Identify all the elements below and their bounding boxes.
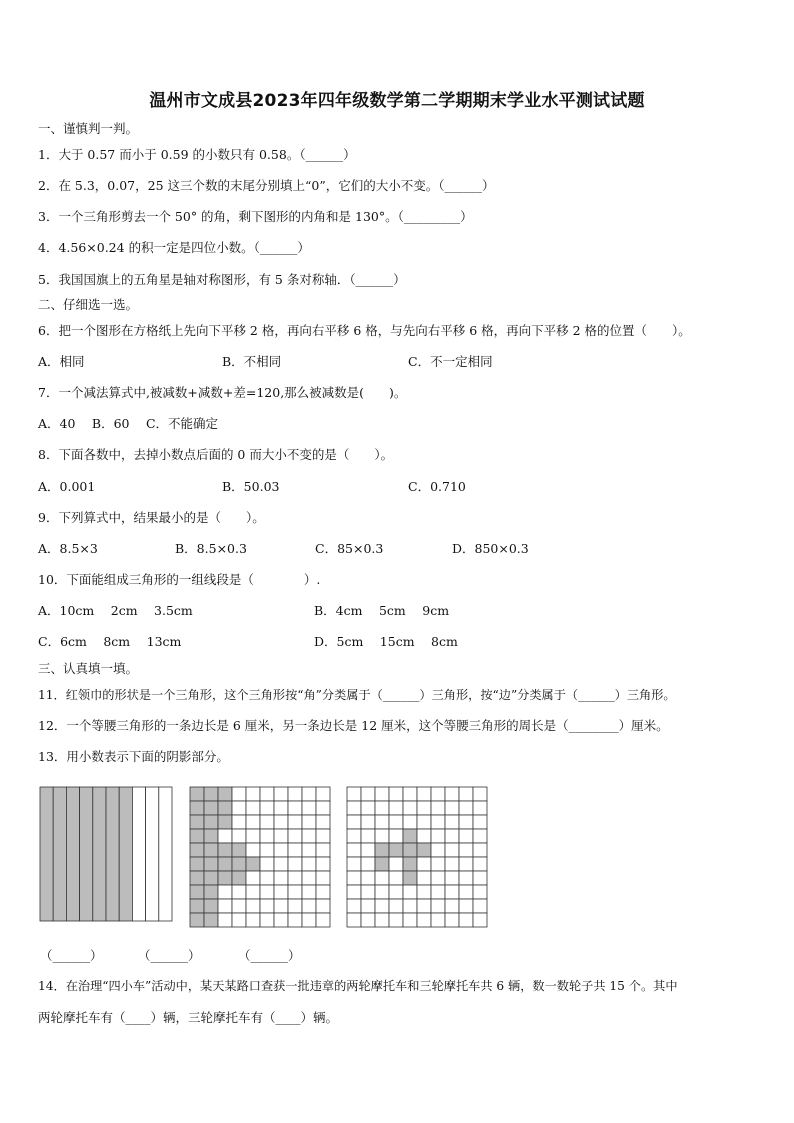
grid-cell — [190, 899, 204, 913]
grid-cell — [260, 899, 274, 913]
strip — [53, 787, 66, 921]
grid-cell — [459, 857, 473, 871]
grid-cell — [316, 801, 330, 815]
grid-cell — [274, 801, 288, 815]
grid-cell — [302, 857, 316, 871]
grid-cell — [204, 857, 218, 871]
grid-cell — [190, 815, 204, 829]
grid-cell — [459, 829, 473, 843]
grid-cell — [218, 913, 232, 927]
question-9: 9．下列算式中，结果最小的是（ ）。 — [38, 510, 265, 525]
q9-option-b: B．8.5×0.3 — [175, 541, 247, 556]
grid-cell — [288, 815, 302, 829]
section-heading-1: 一、谨慎判一判。 — [38, 121, 139, 136]
grid-cell — [232, 801, 246, 815]
grid-cell — [375, 913, 389, 927]
grid-cell — [459, 843, 473, 857]
grid-cell — [403, 885, 417, 899]
strip — [93, 787, 106, 921]
grid-cell — [417, 857, 431, 871]
grid-cell — [232, 913, 246, 927]
grid-cell — [190, 843, 204, 857]
grid-cell — [260, 913, 274, 927]
grid-cell — [218, 899, 232, 913]
grid-cell — [246, 913, 260, 927]
grid-cell — [361, 871, 375, 885]
grid-cell — [246, 885, 260, 899]
strip — [132, 787, 145, 921]
strip — [119, 787, 132, 921]
grid-cell — [218, 787, 232, 801]
grid-cell — [288, 871, 302, 885]
grid-cell — [347, 843, 361, 857]
q8-option-b: B．50.03 — [222, 479, 280, 494]
grid-cell — [274, 857, 288, 871]
grid-cell — [316, 885, 330, 899]
grid-cell — [389, 843, 403, 857]
grid-cell — [473, 815, 487, 829]
grid-cell — [232, 899, 246, 913]
section-heading-2: 二、仔细选一选。 — [38, 297, 139, 312]
grid-cell — [389, 899, 403, 913]
question-12: 12．一个等腰三角形的一条边长是 6 厘米，另一条边长是 12 厘米，这个等腰三角形的周长是（________）厘米。 — [38, 718, 669, 733]
grid-cell — [232, 843, 246, 857]
question-3: 3．一个三角形剪去一个 50° 的角，剩下图形的内角和是 130°。（_________） — [38, 209, 473, 224]
grid-cell — [302, 913, 316, 927]
q6-option-b: B．不相同 — [222, 354, 282, 369]
grid-cell — [375, 885, 389, 899]
grid-cell — [403, 913, 417, 927]
grid-cell — [204, 913, 218, 927]
grid-cell — [260, 871, 274, 885]
strip — [66, 787, 79, 921]
grid-cell — [347, 913, 361, 927]
grid-cell — [316, 871, 330, 885]
grid-cell — [347, 787, 361, 801]
grid-cell — [232, 815, 246, 829]
grid-cell — [431, 815, 445, 829]
grid-cell — [473, 871, 487, 885]
grid-cell — [316, 815, 330, 829]
grid-cell — [218, 843, 232, 857]
grid-cell — [274, 843, 288, 857]
q8-option-c: C．0.710 — [408, 479, 466, 494]
q13-answer-3: （______） — [238, 948, 301, 963]
strip — [159, 787, 172, 921]
grid-cell — [431, 801, 445, 815]
grid-cell — [403, 801, 417, 815]
grid-cell — [375, 801, 389, 815]
grid-cell — [288, 829, 302, 843]
grid-cell — [274, 829, 288, 843]
grid-cell — [431, 913, 445, 927]
grid-cell — [204, 843, 218, 857]
grid-cell — [445, 815, 459, 829]
q10-option-c: C．6cm 8cm 13cm — [38, 634, 182, 649]
grid-cell — [361, 899, 375, 913]
grid-cell — [459, 871, 473, 885]
grid-cell — [403, 787, 417, 801]
grid-cell — [274, 899, 288, 913]
grid-cell — [445, 857, 459, 871]
grid-cell — [347, 899, 361, 913]
q10-option-d: D．5cm 15cm 8cm — [314, 634, 458, 649]
grid-cell — [288, 787, 302, 801]
grid-cell — [246, 801, 260, 815]
grid-cell — [445, 885, 459, 899]
figure-strips — [39, 786, 173, 922]
grid-cell — [232, 871, 246, 885]
grid-cell — [445, 829, 459, 843]
grid-cell — [302, 829, 316, 843]
question-6: 6．把一个图形在方格纸上先向下平移 2 格，再向右平移 6 格，与先向右平移 6 格，再向下平移 2 格的位置（ ）。 — [38, 323, 691, 338]
grid-cell — [389, 815, 403, 829]
grid-cell — [316, 899, 330, 913]
grid-cell — [473, 913, 487, 927]
grid-cell — [375, 899, 389, 913]
grid-cell — [445, 899, 459, 913]
grid-cell — [274, 815, 288, 829]
grid-cell — [288, 885, 302, 899]
question-2: 2．在 5.3，0.07，25 这三个数的末尾分别填上“0”，它们的大小不变。（______） — [38, 178, 495, 193]
grid-cell — [431, 843, 445, 857]
grid-cell — [389, 885, 403, 899]
grid-cell — [190, 871, 204, 885]
grid-cell — [302, 815, 316, 829]
question-4: 4．4.56×0.24 的积一定是四位小数。（______） — [38, 240, 310, 255]
grid-cell — [361, 815, 375, 829]
strip — [40, 787, 53, 921]
grid-cell — [431, 885, 445, 899]
grid-cell — [347, 815, 361, 829]
grid-cell — [473, 829, 487, 843]
grid-cell — [204, 815, 218, 829]
grid-cell — [260, 801, 274, 815]
grid-cell — [375, 843, 389, 857]
grid-cell — [375, 829, 389, 843]
strip — [146, 787, 159, 921]
grid-cell — [347, 857, 361, 871]
grid-cell — [431, 829, 445, 843]
figure-grid-3 — [346, 786, 488, 928]
q10-option-b: B．4cm 5cm 9cm — [314, 603, 450, 618]
grid-cell — [316, 787, 330, 801]
grid-cell — [445, 843, 459, 857]
grid-cell — [190, 829, 204, 843]
grid-cell — [246, 871, 260, 885]
grid-cell — [403, 829, 417, 843]
q9-option-c: C．85×0.3 — [315, 541, 384, 556]
grid-cell — [347, 871, 361, 885]
question-14-line-2: 两轮摩托车有（____）辆，三轮摩托车有（____）辆。 — [38, 1010, 339, 1025]
grid-cell — [417, 899, 431, 913]
q13-answer-2: （______） — [138, 948, 201, 963]
grid-cell — [375, 857, 389, 871]
strip — [80, 787, 93, 921]
grid-cell — [274, 871, 288, 885]
grid-cell — [347, 885, 361, 899]
grid-cell — [389, 829, 403, 843]
grid-cell — [375, 871, 389, 885]
grid-cell — [316, 829, 330, 843]
grid-cell — [445, 871, 459, 885]
grid-cell — [431, 787, 445, 801]
q6-option-a: A．相同 — [38, 354, 85, 369]
grid-cell — [204, 885, 218, 899]
grid-cell — [431, 899, 445, 913]
grid-cell — [445, 801, 459, 815]
q9-option-a: A．8.5×3 — [38, 541, 98, 556]
grid-cell — [274, 913, 288, 927]
grid-cell — [232, 857, 246, 871]
question-1: 1．大于 0.57 而小于 0.59 的小数只有 0.58。（______） — [38, 147, 356, 162]
question-5: 5．我国国旗上的五角星是轴对称图形，有 5 条对称轴．（______） — [38, 272, 406, 287]
grid-cell — [218, 885, 232, 899]
grid-cell — [473, 843, 487, 857]
question-8: 8．下面各数中，去掉小数点后面的 0 而大小不变的是（ ）。 — [38, 447, 394, 462]
grid-cell — [389, 801, 403, 815]
grid-cell — [316, 913, 330, 927]
grid-cell — [375, 815, 389, 829]
grid-cell — [204, 787, 218, 801]
grid-cell — [302, 871, 316, 885]
grid-cell — [417, 885, 431, 899]
q7-options: A．40 B．60 C．不能确定 — [38, 416, 219, 431]
grid-cell — [361, 857, 375, 871]
section-heading-3: 三、认真填一填。 — [38, 661, 139, 676]
grid-cell — [302, 885, 316, 899]
grid-cell — [403, 899, 417, 913]
grid-cell — [473, 885, 487, 899]
grid-cell — [190, 801, 204, 815]
grid-cell — [403, 815, 417, 829]
grid-cell — [417, 871, 431, 885]
grid-cell — [473, 787, 487, 801]
question-14-line-1: 14．在治理“四小车”活动中，某天某路口查获一批违章的两轮摩托车和三轮摩托车共 6 辆，数一数轮子共 15 个。其中 — [38, 979, 678, 993]
grid-cell — [459, 899, 473, 913]
grid-cell — [417, 843, 431, 857]
q8-option-a: A．0.001 — [38, 479, 96, 494]
grid-cell — [473, 899, 487, 913]
grid-cell — [260, 787, 274, 801]
grid-cell — [260, 829, 274, 843]
grid-cell — [417, 787, 431, 801]
grid-cell — [260, 885, 274, 899]
grid-cell — [288, 899, 302, 913]
grid-cell — [316, 857, 330, 871]
grid-cell — [260, 843, 274, 857]
grid-cell — [288, 913, 302, 927]
grid-cell — [459, 815, 473, 829]
q13-answer-1: （______） — [40, 948, 103, 963]
grid-cell — [260, 857, 274, 871]
q6-option-c: C．不一定相同 — [408, 354, 493, 369]
grid-cell — [417, 815, 431, 829]
question-13: 13．用小数表示下面的阴影部分。 — [38, 749, 229, 764]
grid-cell — [361, 913, 375, 927]
grid-cell — [190, 787, 204, 801]
grid-cell — [459, 787, 473, 801]
grid-cell — [288, 857, 302, 871]
q10-option-a: A．10cm 2cm 3.5cm — [38, 603, 193, 618]
grid-cell — [246, 829, 260, 843]
grid-cell — [246, 857, 260, 871]
figure-grid-2 — [189, 786, 331, 928]
grid-cell — [232, 829, 246, 843]
grid-cell — [417, 913, 431, 927]
grid-cell — [431, 857, 445, 871]
q9-option-d: D．850×0.3 — [452, 541, 529, 556]
grid-cell — [260, 815, 274, 829]
grid-cell — [218, 829, 232, 843]
grid-cell — [389, 787, 403, 801]
grid-cell — [459, 801, 473, 815]
grid-cell — [190, 885, 204, 899]
question-7: 7．一个减法算式中,被减数+减数+差=120,那么被减数是( )。 — [38, 385, 407, 400]
question-11: 11．红领巾的形状是一个三角形，这个三角形按“角”分类属于（______）三角形，按“边”分类属于（______）三角形。 — [38, 688, 676, 702]
grid-cell — [459, 885, 473, 899]
grid-cell — [389, 913, 403, 927]
grid-cell — [218, 857, 232, 871]
grid-cell — [246, 899, 260, 913]
grid-cell — [288, 843, 302, 857]
grid-cell — [246, 787, 260, 801]
grid-cell — [302, 787, 316, 801]
grid-cell — [218, 871, 232, 885]
grid-cell — [361, 885, 375, 899]
grid-cell — [389, 857, 403, 871]
grid-cell — [347, 829, 361, 843]
grid-cell — [473, 801, 487, 815]
grid-cell — [190, 913, 204, 927]
grid-cell — [403, 843, 417, 857]
page-title: 温州市文成县2023年四年级数学第二学期期末学业水平测试试题 — [149, 91, 645, 111]
grid-cell — [246, 843, 260, 857]
grid-cell — [361, 829, 375, 843]
grid-cell — [302, 843, 316, 857]
strip — [106, 787, 119, 921]
grid-cell — [403, 871, 417, 885]
grid-cell — [204, 871, 218, 885]
question-10: 10．下面能组成三角形的一组线段是（ ）. — [38, 572, 321, 587]
grid-cell — [403, 857, 417, 871]
grid-cell — [473, 857, 487, 871]
grid-cell — [417, 801, 431, 815]
grid-cell — [232, 885, 246, 899]
grid-cell — [246, 815, 260, 829]
grid-cell — [190, 857, 204, 871]
grid-cell — [389, 871, 403, 885]
grid-cell — [204, 899, 218, 913]
grid-cell — [361, 843, 375, 857]
grid-cell — [274, 787, 288, 801]
grid-cell — [218, 815, 232, 829]
grid-cell — [347, 801, 361, 815]
grid-cell — [361, 801, 375, 815]
grid-cell — [375, 787, 389, 801]
grid-cell — [204, 829, 218, 843]
grid-cell — [445, 913, 459, 927]
grid-cell — [417, 829, 431, 843]
grid-cell — [232, 787, 246, 801]
grid-cell — [361, 787, 375, 801]
grid-cell — [302, 801, 316, 815]
grid-cell — [288, 801, 302, 815]
grid-cell — [431, 871, 445, 885]
grid-cell — [204, 801, 218, 815]
grid-cell — [302, 899, 316, 913]
grid-cell — [459, 913, 473, 927]
grid-cell — [218, 801, 232, 815]
grid-cell — [274, 885, 288, 899]
grid-cell — [445, 787, 459, 801]
grid-cell — [316, 843, 330, 857]
